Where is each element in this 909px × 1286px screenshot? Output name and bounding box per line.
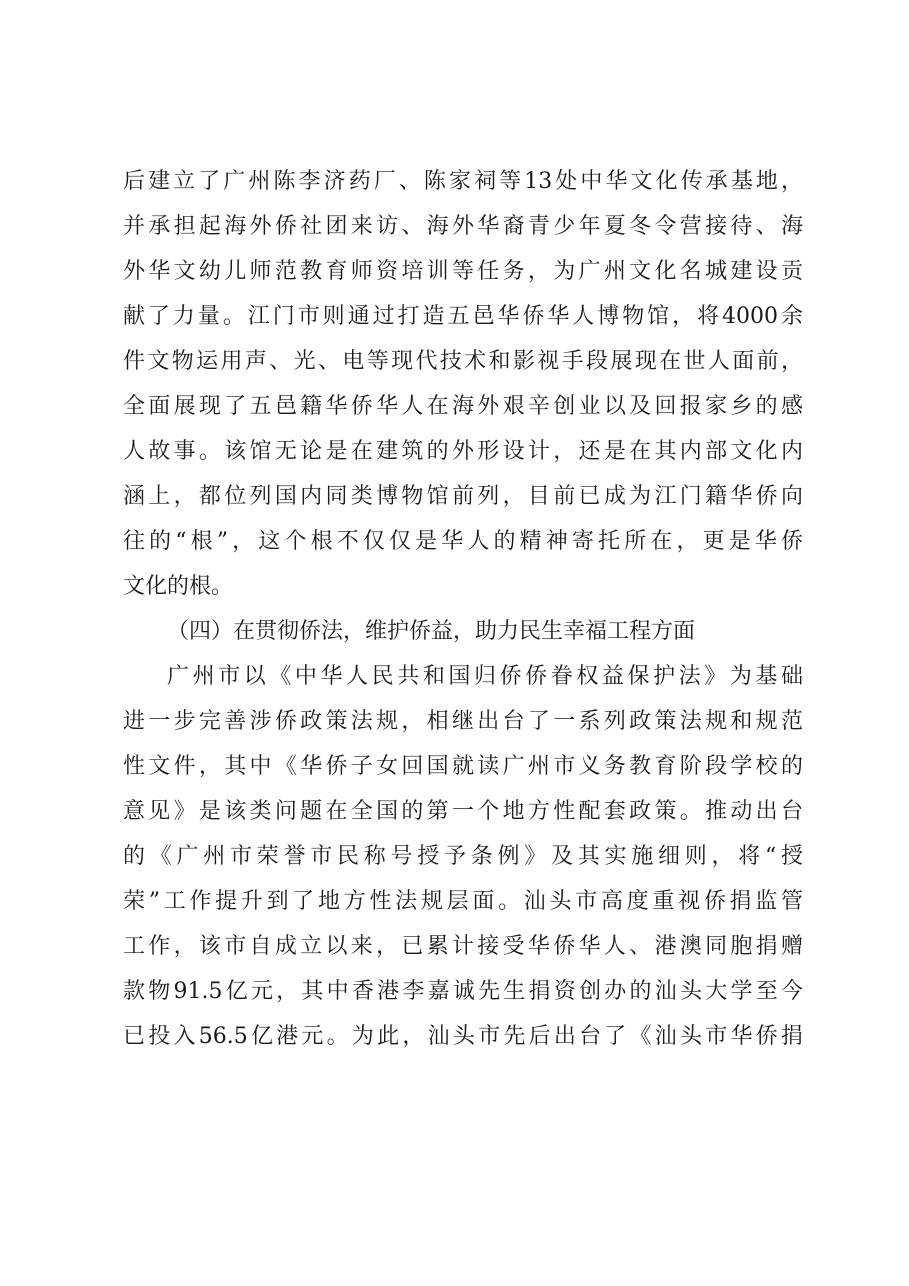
body-text-line: 外华文幼儿师范教育师资培训等任务，为广州文化名城建设贡	[123, 259, 803, 284]
body-text-line: 并承担起海外侨社团来访、海外华裔青少年夏冬令营接待、海	[123, 214, 803, 239]
body-text-line: 荣”工作提升到了地方性法规层面。汕头市高度重视侨捐监管	[123, 889, 803, 914]
body-text-line: 献了力量。江门市则通过打造五邑华侨华人博物馆，将4000余	[123, 304, 803, 329]
paragraph-first-line: 广州市以《中华人民共和国归侨侨眷权益保护法》为基础	[167, 664, 803, 689]
body-text-line: 涵上，都位列国内同类博物馆前列，目前已成为江门籍华侨向	[123, 484, 803, 509]
body-text-line: 往的“根”，这个根不仅仅是华人的精神寄托所在，更是华侨	[123, 529, 803, 554]
body-text-line: 性文件，其中《华侨子女回国就读广州市义务教育阶段学校的	[123, 754, 803, 779]
section-heading: （四）在贯彻侨法，维护侨益，助力民生幸福工程方面	[167, 619, 696, 644]
body-text-line: 件文物运用声、光、电等现代技术和影视手段展现在世人面前，	[123, 349, 803, 374]
body-text-line: 后建立了广州陈李济药厂、陈家祠等13处中华文化传承基地，	[123, 169, 803, 194]
body-text-line: 款物91.5亿元，其中香港李嘉诚先生捐资创办的汕头大学至今	[123, 979, 803, 1004]
body-text-line: 全面展现了五邑籍华侨华人在海外艰辛创业以及回报家乡的感	[123, 394, 803, 419]
body-text-line: 已投入56.5亿港元。为此，汕头市先后出台了《汕头市华侨捐	[123, 1024, 803, 1049]
body-text-line: 进一步完善涉侨政策法规，相继出台了一系列政策法规和规范	[123, 709, 803, 734]
body-text-line: 工作，该市自成立以来，已累计接受华侨华人、港澳同胞捐赠	[123, 934, 803, 959]
body-text-line: 人故事。该馆无论是在建筑的外形设计，还是在其内部文化内	[123, 439, 803, 464]
body-text-line: 的《广州市荣誉市民称号授予条例》及其实施细则，将“授	[123, 844, 803, 869]
body-text-line: 文化的根。	[123, 574, 234, 599]
body-text-line: 意见》是该类问题在全国的第一个地方性配套政策。推动出台	[123, 799, 803, 824]
